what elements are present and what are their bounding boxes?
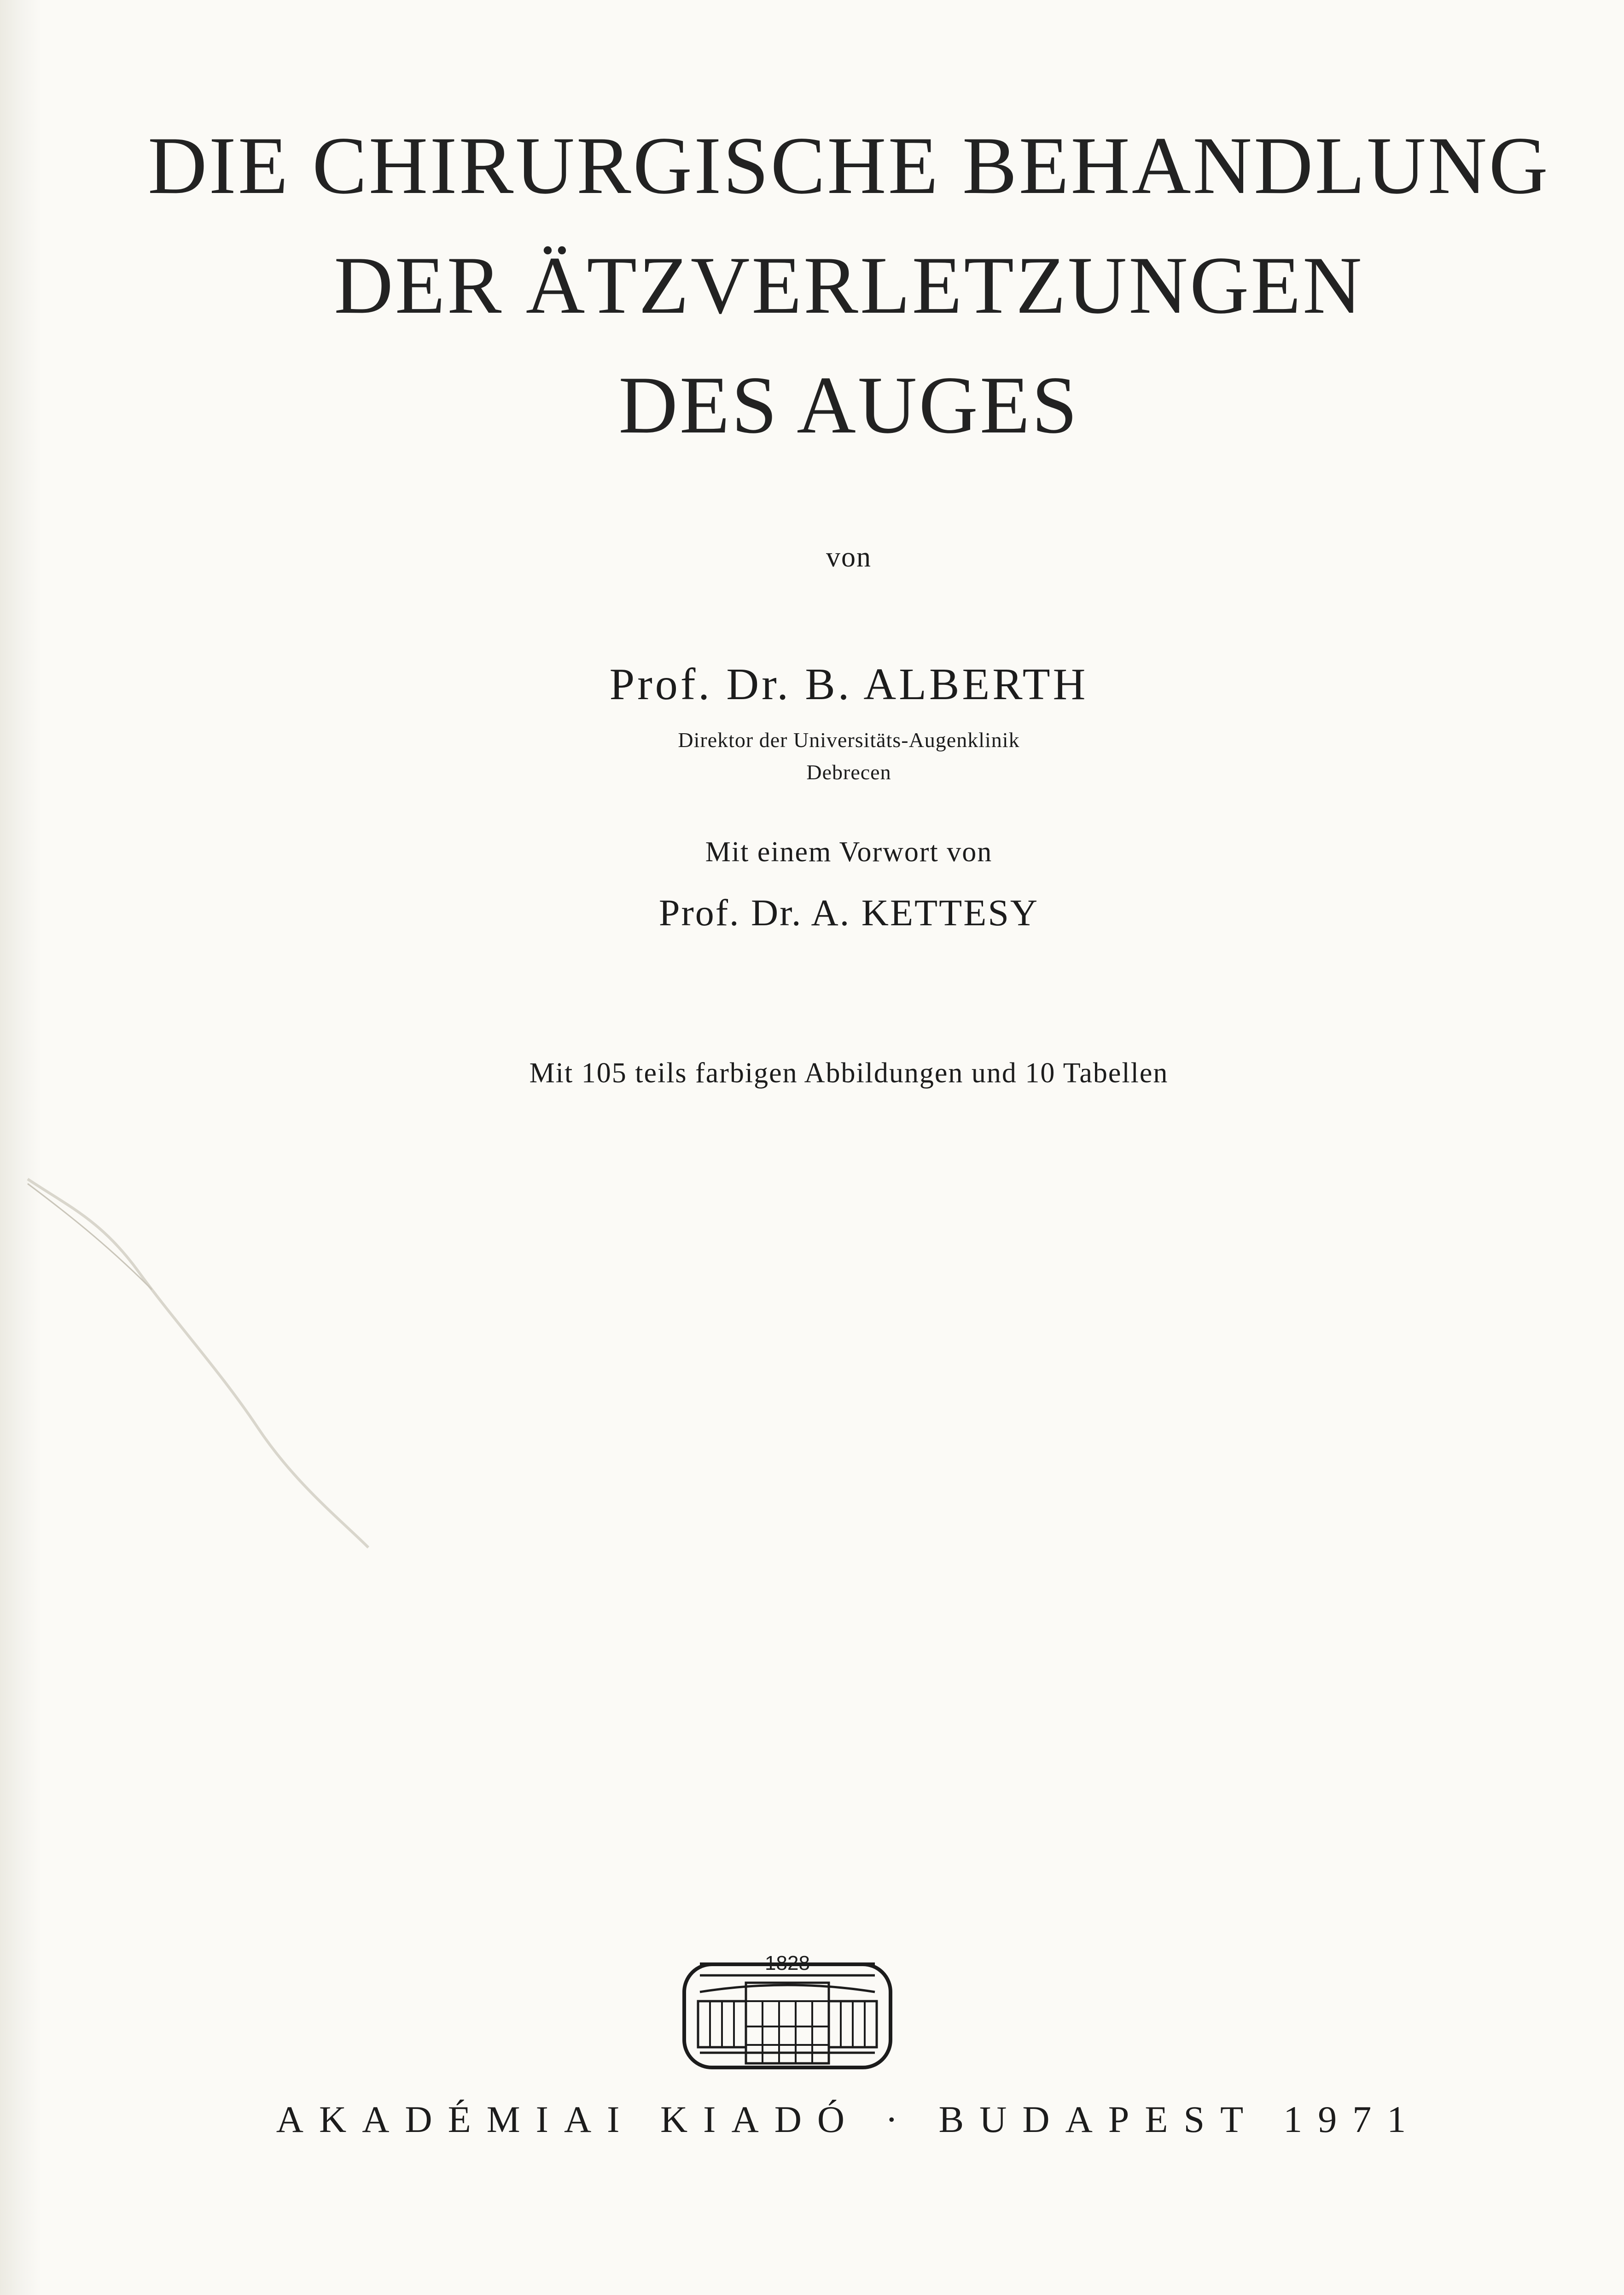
author-role: Direktor der Universitäts-Augenklinik: [678, 728, 1020, 752]
book-title-line-1: DIE CHIRURGISCHE BEHANDLUNG: [148, 120, 1550, 211]
foreword-author: Prof. Dr. A. KETTESY: [658, 892, 1039, 934]
by-label: von: [826, 542, 872, 573]
logo-year: 1828: [765, 1952, 810, 1974]
author-name: Prof. Dr. B. ALBERTH: [609, 660, 1088, 709]
book-title-line-2: DER ÄTZVERLETZUNGEN: [334, 239, 1364, 331]
foreword-label: Mit einem Vorwort von: [705, 836, 993, 868]
book-title-line-3: DES AUGES: [618, 359, 1079, 450]
illustrations-note: Mit 105 teils farbigen Abbildungen und 10 Tabellen: [529, 1057, 1169, 1089]
paper-edge-wear: [0, 0, 41, 2295]
academy-building-icon: [681, 1946, 893, 2070]
publisher-line: AKADÉMIAI KIADÓ · BUDAPEST 1971: [276, 2098, 1422, 2140]
author-city: Debrecen: [806, 760, 891, 784]
